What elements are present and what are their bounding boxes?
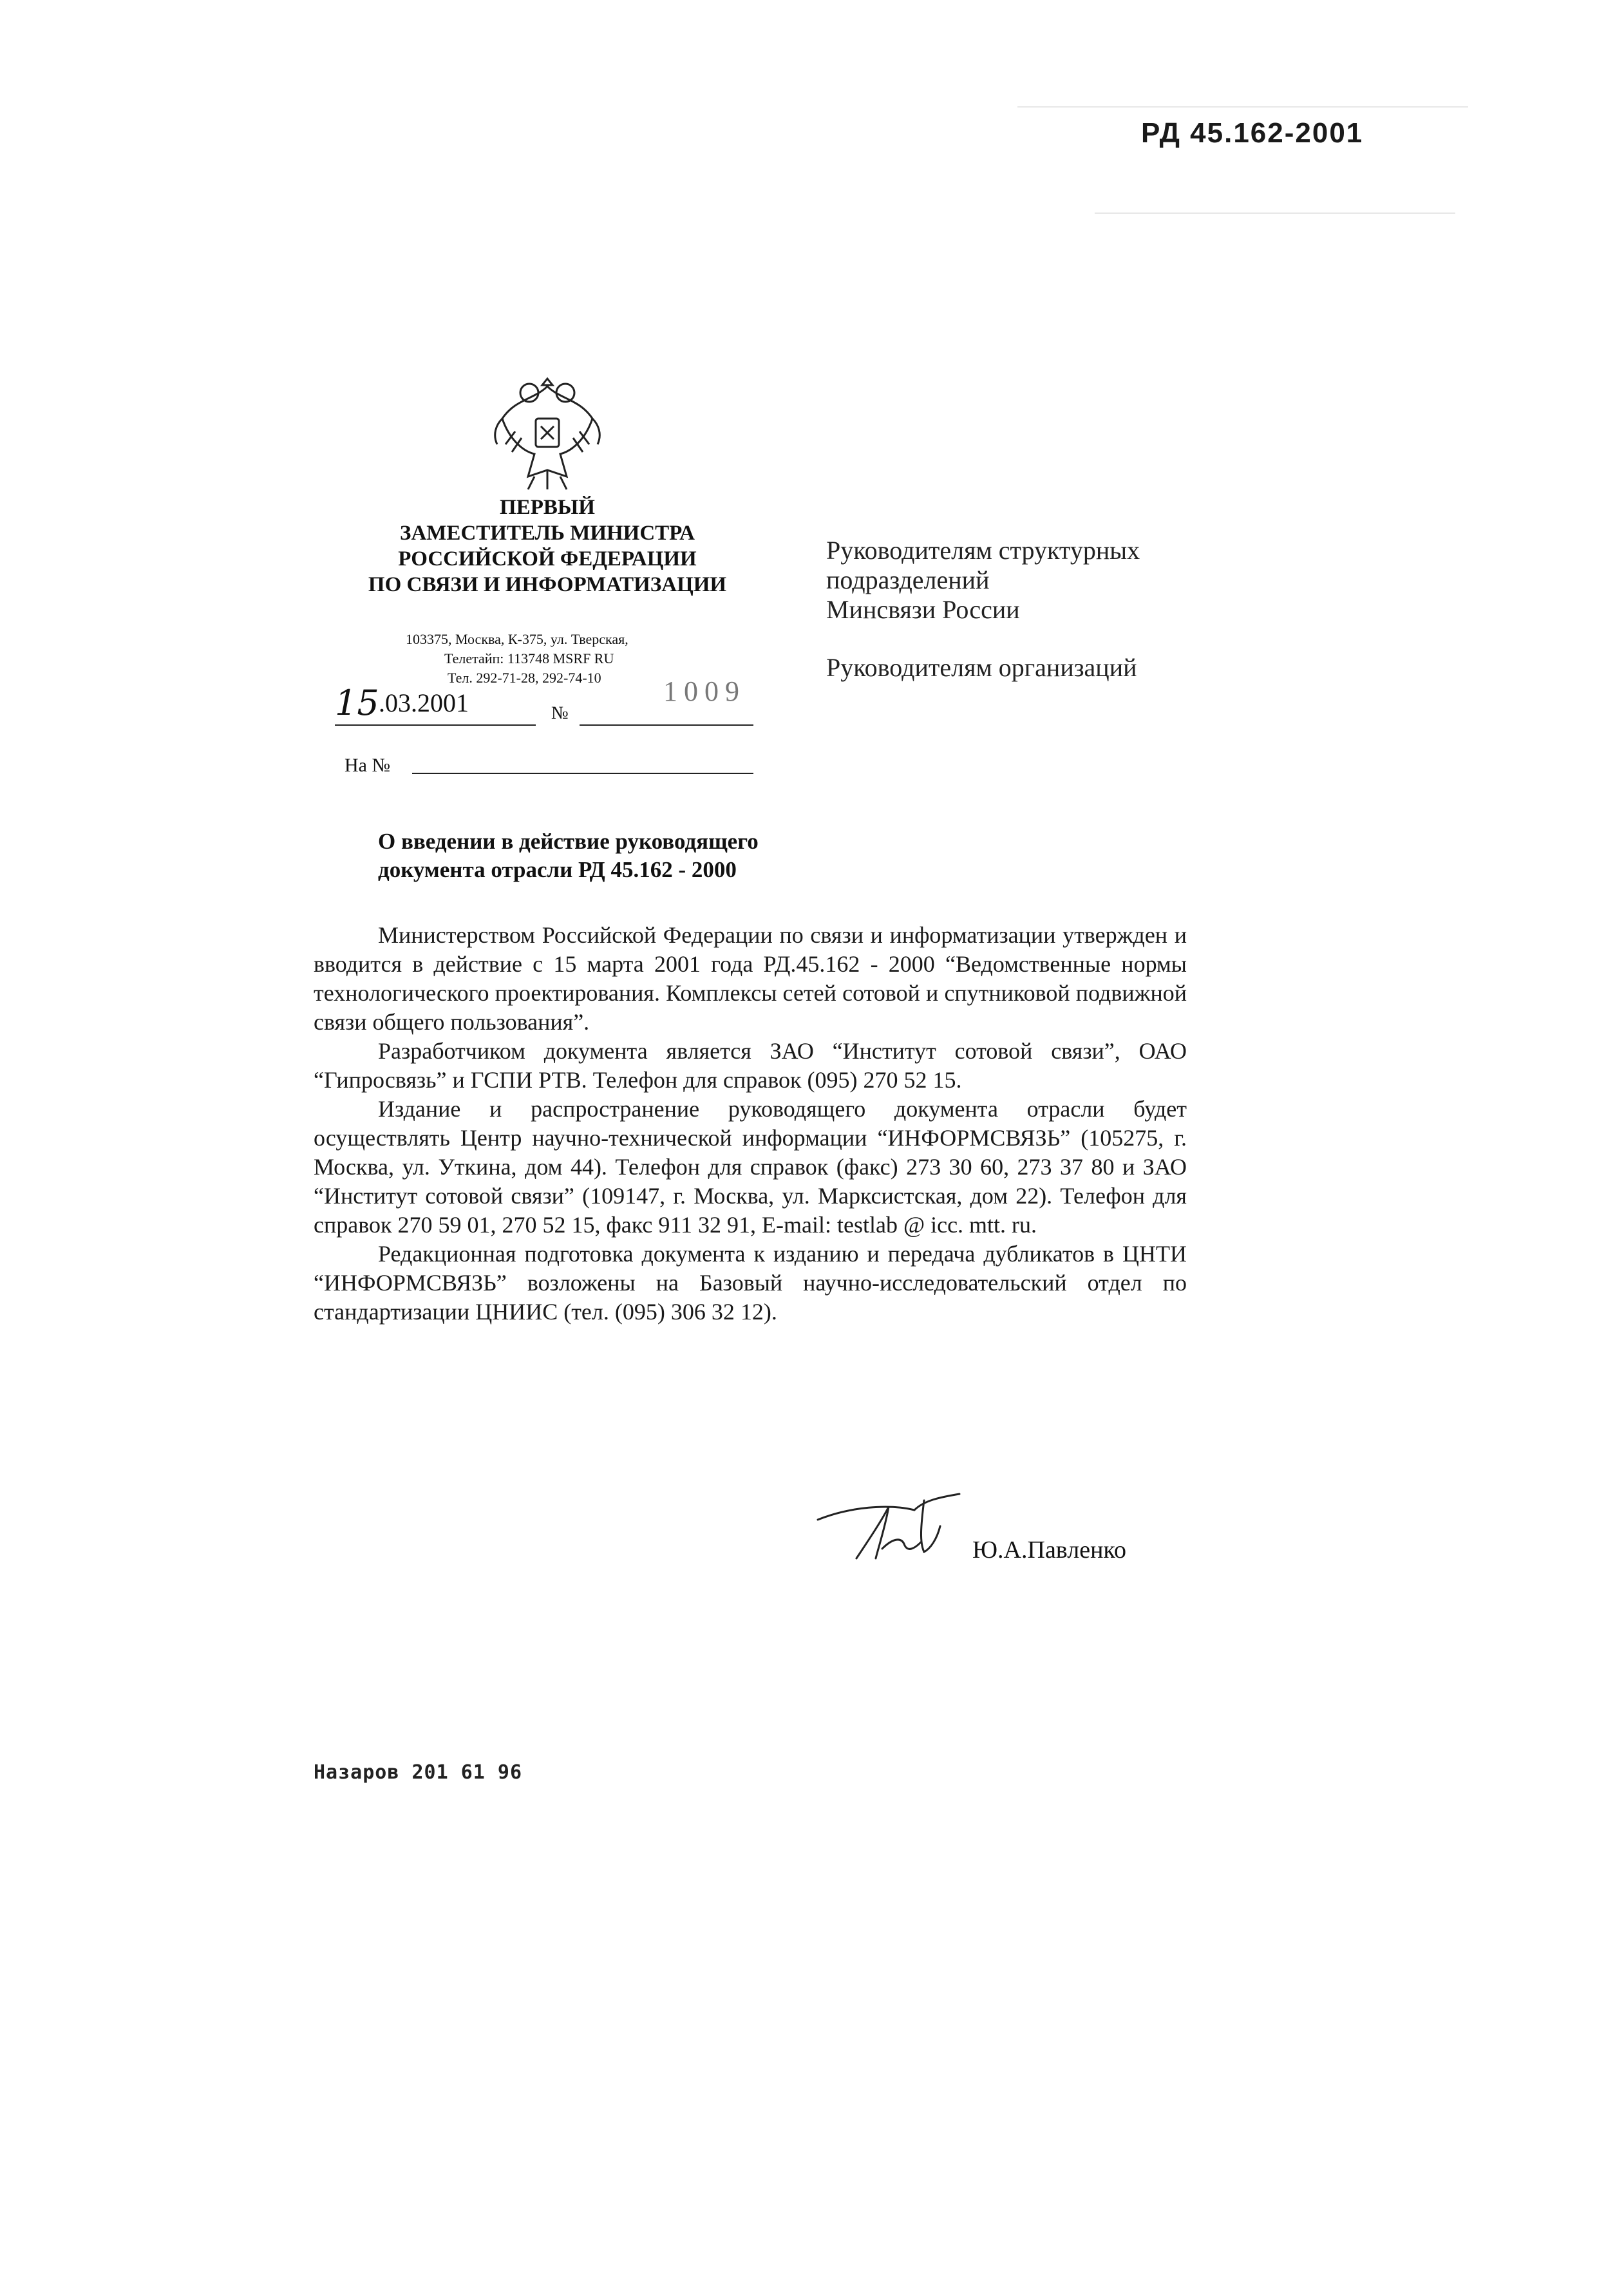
addressees-block [826, 536, 1140, 683]
addressee-line: Руководителям структурных [826, 536, 1140, 565]
reference-label: На № [345, 755, 391, 776]
sender-block [283, 495, 811, 598]
number-label: № [551, 703, 569, 723]
document-number: РД 45.162-2001 [1141, 117, 1364, 149]
body-paragraph: Издание и распространение руководящего документа отрасли будет осуществлять Центр научно-технической информации “ИНФОРМСВЯЗЬ” (105275, г. Москва, ул. Уткина, дом 44). Телефон для справок (факс) 273 30 60, 273 37 80 и ЗАО “Институт сотовой связи” (109147, г. Москва, ул. Марксистская, дом 22). Телефон для справок 270 59 01, 270 52 15, факс 911 32 91, E-mail: testlab @ icc. mtt. ru. [314, 1096, 1187, 1238]
body-paragraph: Редакционная подготовка документа к изданию и передача дубликатов в ЦНТИ “ИНФОРМСВЯЗЬ” возложены на Базовый научно-исследовательский отдел по стандартизации ЦНИИС (тел. (095) 306 32 12). [314, 1241, 1187, 1325]
number-underline [580, 724, 753, 726]
sender-line: ПЕРВЫЙ [500, 496, 595, 519]
letter-subject [378, 827, 893, 884]
outgoing-number-stamp: 1009 [663, 676, 746, 707]
letter-body [314, 921, 1187, 1327]
sender-line: РОССИЙСКОЙ ФЕДЕРАЦИИ [398, 547, 697, 571]
sender-teletype: Телетайп: 113748 MSRF RU [444, 650, 614, 666]
sender-line: ПО СВЯЗИ И ИНФОРМАТИЗАЦИИ [368, 573, 727, 596]
sender-phone: Тел. 292-71-28, 292-74-10 [448, 670, 601, 686]
handwritten-signature [811, 1488, 972, 1565]
sender-line: ЗАМЕСТИТЕЛЬ МИНИСТРА [400, 522, 695, 545]
sender-address: 103375, Москва, К-375, ул. Тверская, [406, 631, 628, 647]
scan-noise [1017, 106, 1468, 108]
body-paragraph: Министерством Российской Федерации по связи и информатизации утвержден и вводится в действие с 15 марта 2001 года РД.45.162 - 2000 “Ведомственные нормы технологического проектирования. Комплексы сетей сотовой и спутниковой подвижной связи общего пользования”. [314, 922, 1187, 1035]
date-day-handwritten: 15 [335, 683, 379, 723]
body-paragraph: Разработчиком документа является ЗАО “Институт сотовой связи”, ОАО “Гипросвязь” и ГСПИ РТВ. Телефон для справок (095) 270 52 15. [314, 1038, 1187, 1093]
coat-of-arms-emblem [489, 373, 605, 496]
reference-underline [412, 773, 753, 774]
subject-line: документа отрасли РД 45.162 - 2000 [378, 857, 737, 882]
executor-note: Назаров 201 61 96 [314, 1761, 523, 1784]
subject-line: О введении в действие руководящего [378, 829, 759, 854]
scan-noise [1095, 213, 1455, 214]
date-printed: .03.2001 [379, 688, 469, 717]
addressee-line: Руководителям организаций [826, 653, 1137, 682]
addressee-line: подразделений [826, 565, 990, 594]
date-underline [335, 724, 536, 726]
signer-name: Ю.А.Павленко [972, 1536, 1126, 1564]
addressee-line: Минсвязи России [826, 595, 1020, 624]
